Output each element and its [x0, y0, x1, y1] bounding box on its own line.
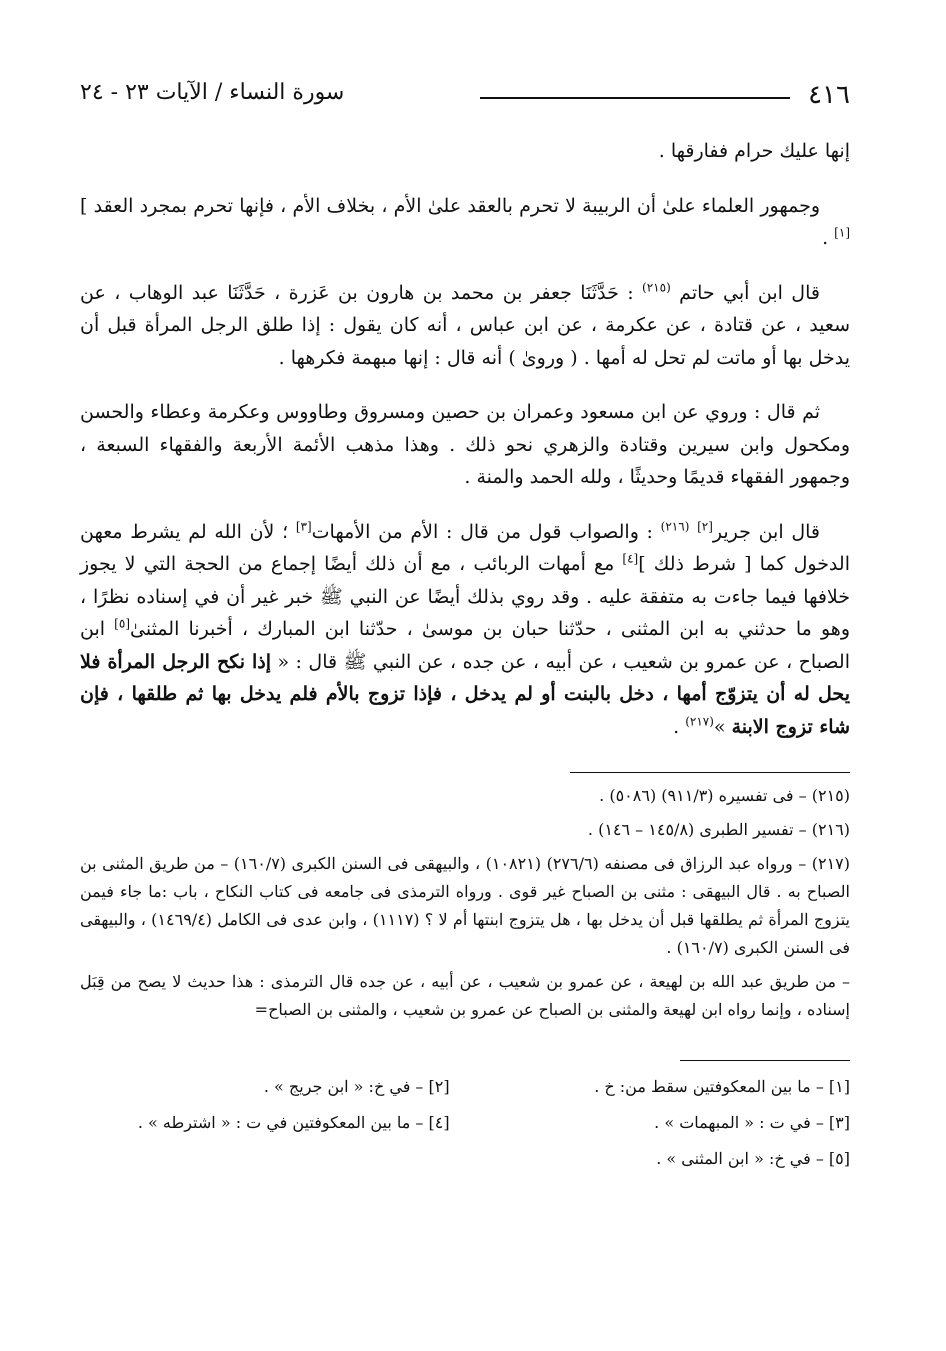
editor-ref: [١]	[834, 225, 850, 240]
paragraph-1	[80, 135, 850, 168]
footnote-ref: (٢١٧)	[685, 714, 714, 729]
footnote-217: (٢١٧) – ورواه عبد الرزاق فى مصنفه (٢٧٦/٦) (١٠٨٢١) ، والبيهقى فى السنن الكبرى (١٦٠/٧) – من طريق المثنى بن الصباح به . قال البيهقى : مثنى بن الصباح غير قوى . ورواه الترمذى فى جامعه فى كتاب النكاح ، باب :ما جاء فيمن يتزوج المرأة ثم يطلقها قبل أن يدخل بها ، هل يتزوج ابنتها أم لا ؟ (١١١٧) ، وابن عدى فى الكامل (١٤٦٩/٤) ، والبيهقى فى السنن الكبرى (١٦٠/٧) .	[80, 854, 851, 957]
paragraph-text: مع أمهات الربائب ، مع أن ذلك أيضًا إجماع من الحجة التي لا يجوز خلافها فيما جاءت به متفقة عليه . وقد روي بذلك أيضًا عن النبي ﷺ خبر غير أن في إسناده نظرًا ، وهو ما حدثني به ابن المثنى ، حدّثنا حبان بن موسىٰ ، حدّثنا ابن المبارك ، أخبرنا المثنىٰ	[80, 553, 850, 640]
footnote-ref: (٢١٦)	[660, 519, 690, 534]
page-number: ٤١٦	[808, 80, 850, 110]
editor-notes-row	[80, 1144, 850, 1174]
header-rule	[480, 97, 790, 99]
editor-ref: [٢]	[697, 519, 713, 534]
running-title: سورة النساء / الآيات ٢٣ - ٢٤	[80, 80, 345, 105]
paragraph-text: ثم قال : وروي عن ابن مسعود وعمران بن حصين ومسروق وطاووس وعكرمة وعطاء والحسن ومكحول وابن سيرين وقتادة والزهري نحو ذلك . وهذا مذهب الأئمة الأربعة والفقهاء السبعة ، وجمهور الفقهاء قديمًا وحديثًا ، ولله الحمد والمنة .	[80, 401, 850, 488]
editor-note: [٣] – في ت : « المبهمات » .	[654, 1113, 850, 1132]
paragraph-text: قال ابن أبي حاتم	[670, 281, 820, 304]
paragraph-text: ابن الصباح ، عن عمرو بن شعيب ، عن أبيه ، عن جده ، عن النبي ﷺ قال : «	[80, 618, 850, 673]
paragraph-text: .	[822, 227, 835, 249]
editor-note: [١] – ما بين المعكوفتين سقط من: خ .	[594, 1077, 850, 1096]
editor-ref: [٤]	[622, 551, 639, 566]
paragraph-5	[80, 516, 850, 744]
editor-notes	[80, 1072, 850, 1180]
hadith-quote: إذا نكح الرجل المرأة فلا يحل له أن يتزوّج أمها ، دخل بالبنت أو لم يدخل ، فإذا تزوج بالأم فلم يدخل بها ثم طلقها ، فإن شاء تزوج الابنة	[80, 650, 850, 738]
paragraph-text: وجمهور العلماء علىٰ أن الربيبة لا تحرم بالعقد علىٰ الأم ، بخلاف الأم ، فإنها تحرم بمجرد العقد ]	[80, 194, 820, 217]
paragraph-text: : حَدَّثَنَا جعفر بن محمد بن هارون بن عَزرة ، حَدَّثَنَا عبد الوهاب ، عن سعيد ، عن قتادة ، عن عكرمة ، عن ابن عباس ، أنه كان يقول : إذا طلق الرجل المرأة قبل أن يدخل بها أو ماتت لم تحل له أمها . ( وروىٰ ) أنه قال : إنها مبهمة فكرهها .	[80, 281, 850, 369]
footnote-216: (٢١٦) – تفسير الطبرى (١٤٥/٨ – ١٤٦) .	[587, 820, 850, 839]
editor-note: [٢] – في خ: « ابن جريج » .	[263, 1077, 450, 1096]
main-text	[80, 135, 850, 765]
paragraph-4	[80, 396, 850, 494]
editor-note	[80, 1144, 450, 1174]
paragraph-text: : والصواب قول من قال : الأم من الأمهات	[311, 520, 661, 543]
editor-note: [٤] – ما بين المعكوفتين في ت : « اشترطه » .	[137, 1113, 450, 1132]
footnote-separator	[570, 772, 850, 773]
editor-ref: [٥]	[114, 616, 130, 631]
footnote-ref: (٢١٥)	[642, 280, 671, 295]
footnote-217-continued: – من طريق عبد الله بن لهيعة ، عن عمرو بن شعيب ، عن أبيه ، عن جده قال الترمذى : هذا حديث لا يصح من قِبَل إسناده ، وإنما رواه ابن لهيعة والمثنى بن الصباح عن عمرو بن شعيب ، والمثنى بن الصباح=	[80, 972, 851, 1019]
editor-note: [٥] – في خ: « ابن المثنى » .	[656, 1149, 850, 1168]
paragraph-text: إنها عليك حرام ففارقها .	[658, 140, 850, 162]
paragraph-3	[80, 277, 850, 375]
editor-notes-row	[80, 1072, 850, 1102]
editor-notes-row	[80, 1108, 850, 1138]
paragraph-2	[80, 190, 850, 255]
page	[80, 60, 850, 1300]
footnotes	[80, 782, 850, 1030]
paragraph-text: »	[713, 715, 732, 738]
paragraph-text: .	[673, 715, 686, 738]
editor-ref: [٣]	[295, 519, 312, 534]
paragraph-text: ؛ لأن الله لم يشرط معهن الدخول كما [ شرط ذلك ]	[80, 520, 850, 575]
page-header	[80, 60, 850, 120]
footnote-215: (٢١٥) – فى تفسيره (٩١١/٣) (٥٠٨٦) .	[599, 786, 850, 805]
editor-notes-separator	[680, 1060, 850, 1061]
paragraph-text: قال ابن جرير	[712, 520, 820, 543]
